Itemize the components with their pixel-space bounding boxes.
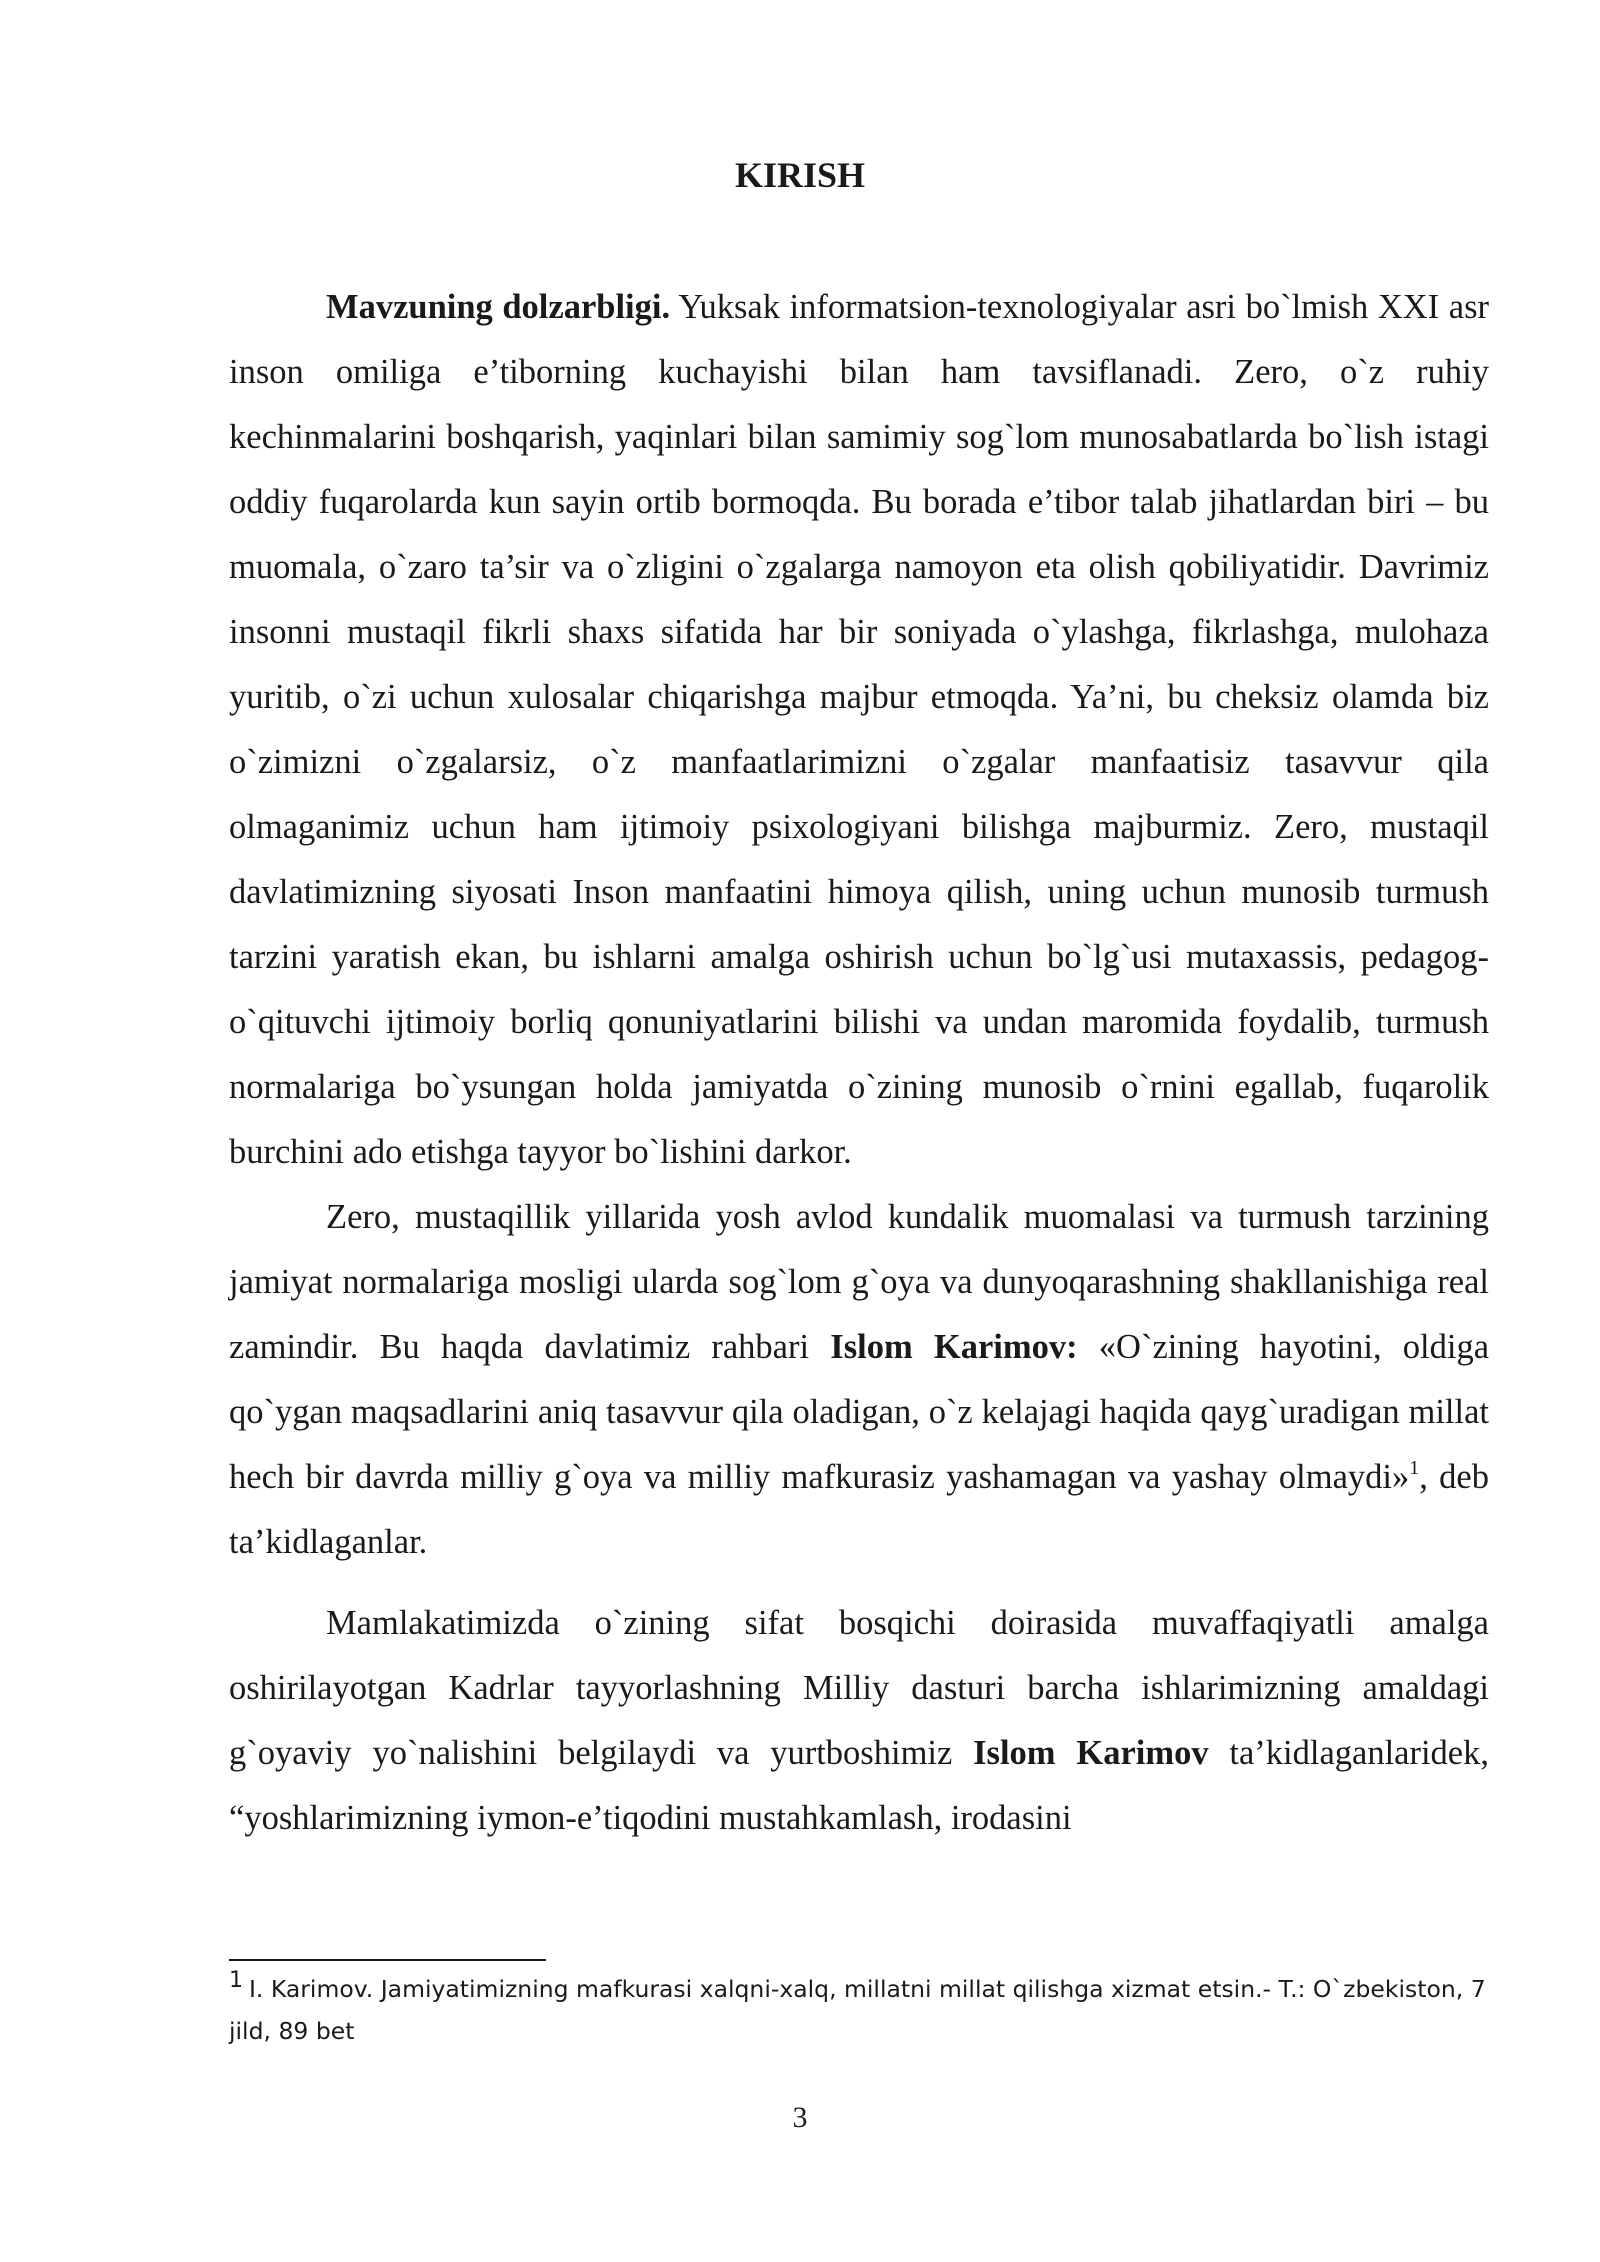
quotation: «O`zining hayotini, oldiga qo`ygan maqsadlarini aniq tasavvur qila oladigan, o`z kelajagi haqida qayg`uradigan millat hech bir davrda milliy g`oya va milliy mafkurasiz yashamagan va yashay olmaydi» [229,1328,1490,1496]
section-lead: Mavzuning dolzarbligi. [326,288,671,326]
footnote-reference[interactable]: 1 [1409,1457,1420,1479]
author-name: Islom Karimov [973,1734,1209,1772]
paragraph-relevance [229,275,1489,1185]
footnote-mark: 1 [229,1968,243,1993]
paragraph-text: Zero, mustaqillik yillarida yosh avlod kundalik muomalasi va turmush tarzining jamiyat normalariga mosligi ularda sog`lom g`oya va dunyoqarashning shakllanishiga real zamindir. Bu haqda davlatimiz rahbari [229,1198,1489,1366]
paragraph-program [229,1591,1489,1851]
author-name: Islom Karimov: [830,1328,1078,1366]
main-text [229,275,1489,1851]
paragraph-text: , deb ta’kidlaganlar. [229,1458,1489,1561]
paragraph-quote [229,1185,1489,1575]
page-title: KIRISH [734,155,866,195]
footnote-text: I. Karimov. Jamiyatimizning mafkurasi xalqni-xalq, millatni millat qilishga xizmat etsin.- T.: O`zbekiston, 7 jild, 89 bet [229,1975,1486,2045]
footnote [229,1968,1489,2052]
paragraph-text: Mamlakatimizda o`zining sifat bosqichi doirasida muvaffaqiyatli amalga oshirilayotgan Kadrlar tayyorlashning Milliy dasturi barcha ishlarimizning amaldagi g`oyaviy yo`nalishini belgilaydi va yurtboshimiz [229,1604,1489,1772]
paragraph-text: ta’kidlaganlaridek, “yoshlarimizning iymon-e’tiqodini mustahkamlash, irodasini [229,1734,1489,1837]
footnote-separator [229,1959,546,1961]
page-number: 3 [792,2101,808,2134]
paragraph-text: Yuksak informatsion-texnologiyalar asri bo`lmish XXI asr inson omiliga e’tiborning kuchayishi bilan ham tavsiflanadi. Zero, o`z ruhiy kechinmalarini boshqarish, yaqinlari bilan samimiy sog`lom munosabatlarda bo`lish istagi oddiy fuqarolarda kun sayin ortib bormoqda. Bu borada e’tibor talab jihatlardan biri – bu muomala, o`zaro ta’sir va o`zligini o`zgalarga namoyon eta olish qobiliyatidir. Davrimiz insonni mustaqil fikrli shaxs sifatida har bir soniyada o`ylashga, fikrlashga, mulohaza yuritib, o`zi uchun xulosalar chiqarishga majbur etmoqda. Ya’ni, bu cheksiz olamda biz o`zimizni o`zgalarsiz, o`z manfaatlarimizni o`zgalar manfaatisiz tasavvur qila olmaganimiz uchun ham ijtimoiy psixologiyani bilishga majburmiz. Zero, mustaqil davlatimizning siyosati Inson manfaatini himoya qilish, uning uchun munosib turmush tarzini yaratish ekan, bu ishlarni amalga oshirish uchun bo`lg`usi mutaxassis, pedagog-o`qituvchi ijtimoiy borliq qonuniyatlarini bilishi va undan maromida foydalib, turmush normalariga bo`ysungan holda jamiyatda o`zining munosib o`rnini egallab, fuqarolik burchini ado etishga tayyor bo`lishini darkor. [229,288,1489,1171]
